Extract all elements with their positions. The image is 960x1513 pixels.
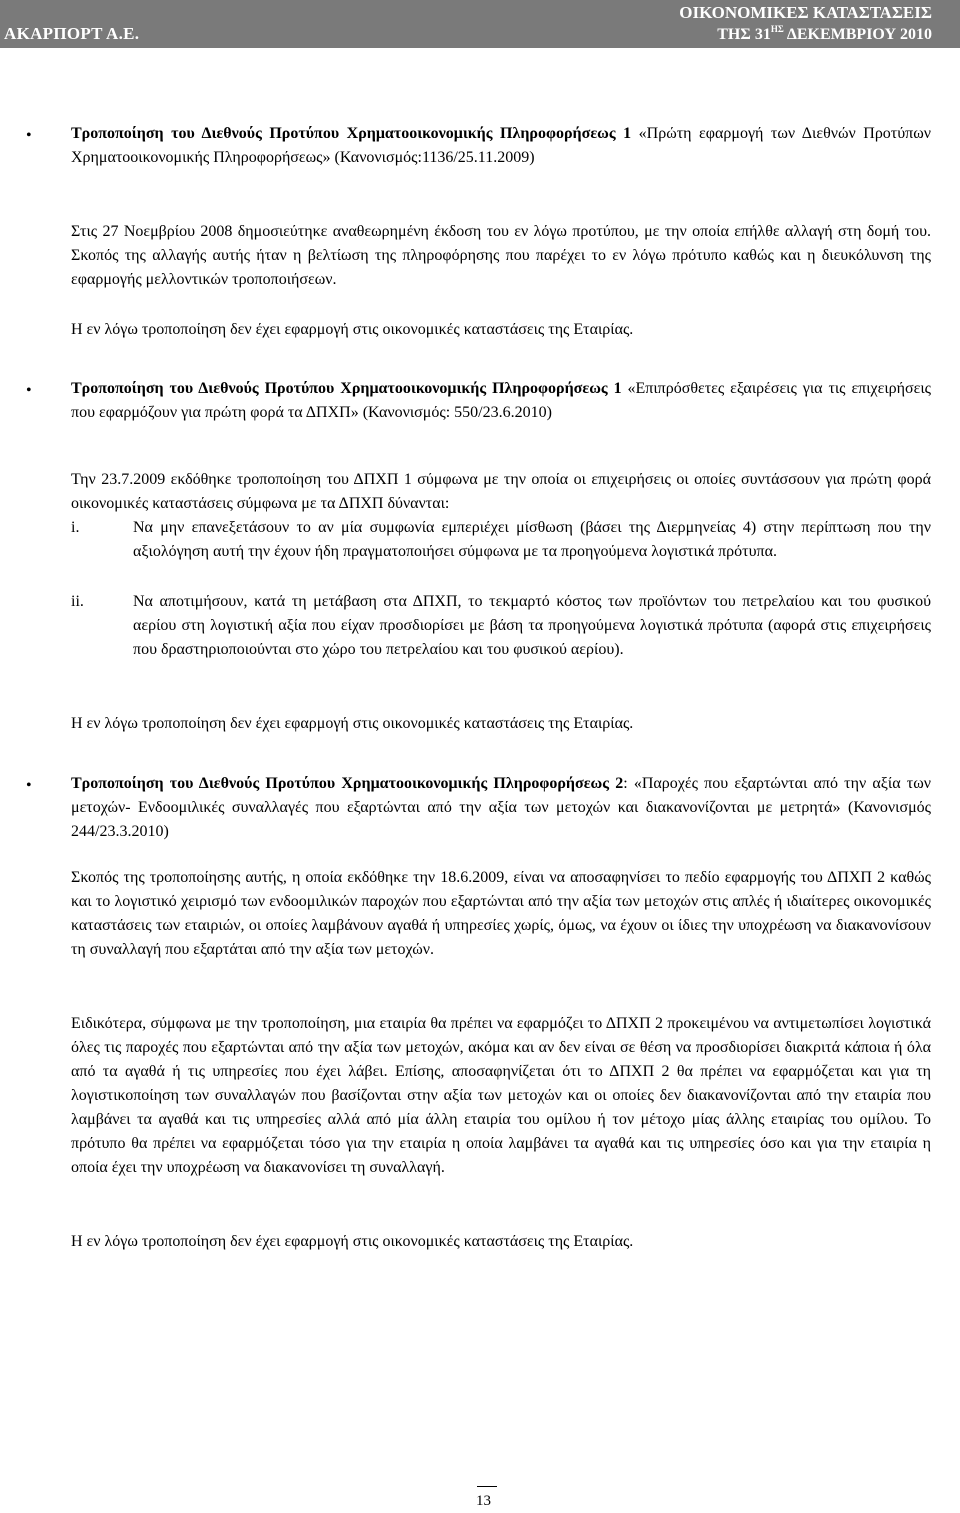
page-number: 13: [476, 1493, 491, 1509]
bullet-3: •: [26, 777, 32, 794]
list-marker-i: i.: [71, 519, 80, 536]
bullet-1: •: [26, 127, 32, 144]
bullet-2: •: [26, 382, 32, 399]
page-header: [0, 0, 960, 48]
section2-intro: Την 23.7.2009 εκδόθηκε τροποποίηση του ΔΠΧΠ 1 σύμφωνα με την οποία οι επιχειρήσεις οι οποίες συντάσσουν για πρώτη φορά οικονομικές καταστάσεις σύμφωνα με τα ΔΠΧΠ δύνανται:: [71, 471, 931, 512]
section1-paragraph: Στις 27 Νοεμβρίου 2008 δημοσιεύτηκε αναθεωρημένη έκδοση του εν λόγω προτύπου, με την οποία επήλθε αλλαγή στη δομή του. Σκοπός της αλλαγής αυτής ήταν η βελτίωση της πληροφόρησης που παρέχει το εν λόγω πρότυπο καθώς και η διευκόλυνση της εφαρμογής μελλοντικών τροποποιήσεων.: [71, 223, 931, 288]
section3-paragraph-2: Ειδικότερα, σύμφωνα με την τροποποίηση, μια εταιρία θα πρέπει να εφαρμόζει το ΔΠΧΠ 2 προκειμένου να αντιμετωπίσει λογιστικά όλες τις παροχές που εξαρτώνται από την αξία των μετοχών, ακόμα και αν δεν είναι σε θέση να προσδιορίσει διακριτά κάποια ή όλα από τα αγαθά ή τις υπηρεσίες που έχει λάβει. Επίσης, αποσαφηνίζεται ότι το ΔΠΧΠ 2 θα πρέπει να εφαρμόζεται και για τη λογιστικοποίηση των συναλλαγών που βασίζονται στην αξία των μετοχών και οι οποίες δεν διακανονίζονται από την εταιρία που λαμβάνει τα αγαθά και τις υπηρεσίες αλλά από μία άλλη εταιρία του ομίλου ή τον μέτοχο μίας άλλης εταιρίας του ομίλου. Το πρότυπο θα πρέπει να εφαρμόζεται τόσο για την εταιρία η οποία λαμβάνει τα αγαθά και τις υπηρεσίες όσο και για την εταιρία η οποία έχει την υποχρέωση να διακανονίσει τη συναλλαγή.: [71, 1015, 931, 1176]
section1-conclusion: Η εν λόγω τροποποίηση δεν έχει εφαρμογή στις οικονομικές καταστάσεις της Εταιρίας.: [71, 321, 634, 338]
report-date: ΤΗΣ $31^{H\Sigma}$ ΔΕΚΕΜΒΡΙΟΥ 2010: [717, 24, 932, 43]
list-item-i: Να μην επανεξετάσουν το αν μία συμφωνία εμπεριέχει μίσθωση (βάσει της Διερμηνείας 4) στην περίπτωση που την αξιολόγηση αυτή την έχουν ήδη πραγματοποιήσει σύμφωνα με τα προηγούμενα λογιστικά πρότυπα.: [133, 519, 931, 560]
section3-paragraph-1: Σκοπός της τροποποίησης αυτής, η οποία εκδόθηκε την 18.6.2009, είναι να αποσαφηνίσει το πεδίο εφαρμογής του ΔΠΧΠ 2 καθώς και το λογιστικό χειρισμό των ενδοομιλικών παροχών που εξαρτώνται από την αξία των μετοχών στις απλές ή ιδιαίτερες οικονομικές καταστάσεις των εταιριών, οι οποίες λαμβάνουν αγαθά ή υπηρεσίες χωρίς, όμως, να έχουν οι ίδιες την υποχρέωση να διακανονίσουν τη συναλλαγή που εξαρτάται από την αξία των μετοχών.: [71, 869, 931, 958]
company-name: ΑΚΑΡΠΟΡΤ Α.Ε.: [4, 24, 140, 43]
list-item-ii: Να αποτιμήσουν, κατά τη μετάβαση στα ΔΠΧΠ, το τεκμαρτό κόστος των προϊόντων του πετρελαίου και του φυσικού αερίου στη λογιστική αξία που είχαν προσδιορίσει με βάση τα προηγούμενα λογιστικά πρότυπα (αφορά στις επιχειρήσεις που δραστηριοποιούνται στο χώρο του πετρελαίου και του φυσικού αερίου).: [133, 593, 931, 658]
section3-conclusion: Η εν λόγω τροποποίηση δεν έχει εφαρμογή στις οικονομικές καταστάσεις της Εταιρίας.: [71, 1233, 634, 1250]
report-title: ΟΙΚΟΝΟΜΙΚΕΣ ΚΑΤΑΣΤΑΣΕΙΣ: [679, 3, 932, 22]
page-number-rule: [477, 1486, 497, 1487]
section3-heading: Τροποποίηση του Διεθνούς Προτύπου Χρηματοοικονομικής Πληροφορήσεως 2: «Παροχές που εξαρτώνται από την αξία των μετοχών- Ενδοομιλικές συναλλαγές που εξαρτώνται από την αξία των μετοχών και διακανονίζονται με μετρητά» (Κανονισμός 244/23.3.2010): [71, 775, 931, 840]
list-marker-ii: ii.: [71, 593, 84, 610]
section1-heading: Τροποποίηση του Διεθνούς Προτύπου Χρηματοοικονομικής Πληροφορήσεως 1 «Πρώτη εφαρμογή των Διεθνών Προτύπων Χρηματοοικονομικής Πληροφορήσεως» (Κανονισμός:1136/25.11.2009): [71, 125, 932, 166]
section2-heading: Τροποποίηση του Διεθνούς Προτύπου Χρηματοοικονομικής Πληροφορήσεως 1 «Επιπρόσθετες εξαιρέσεις για τις επιχειρήσεις που εφαρμόζουν για πρώτη φορά τα ΔΠΧΠ» (Κανονισμός: 550/23.6.2010): [71, 380, 932, 421]
section2-conclusion: Η εν λόγω τροποποίηση δεν έχει εφαρμογή στις οικονομικές καταστάσεις της Εταιρίας.: [71, 715, 634, 732]
